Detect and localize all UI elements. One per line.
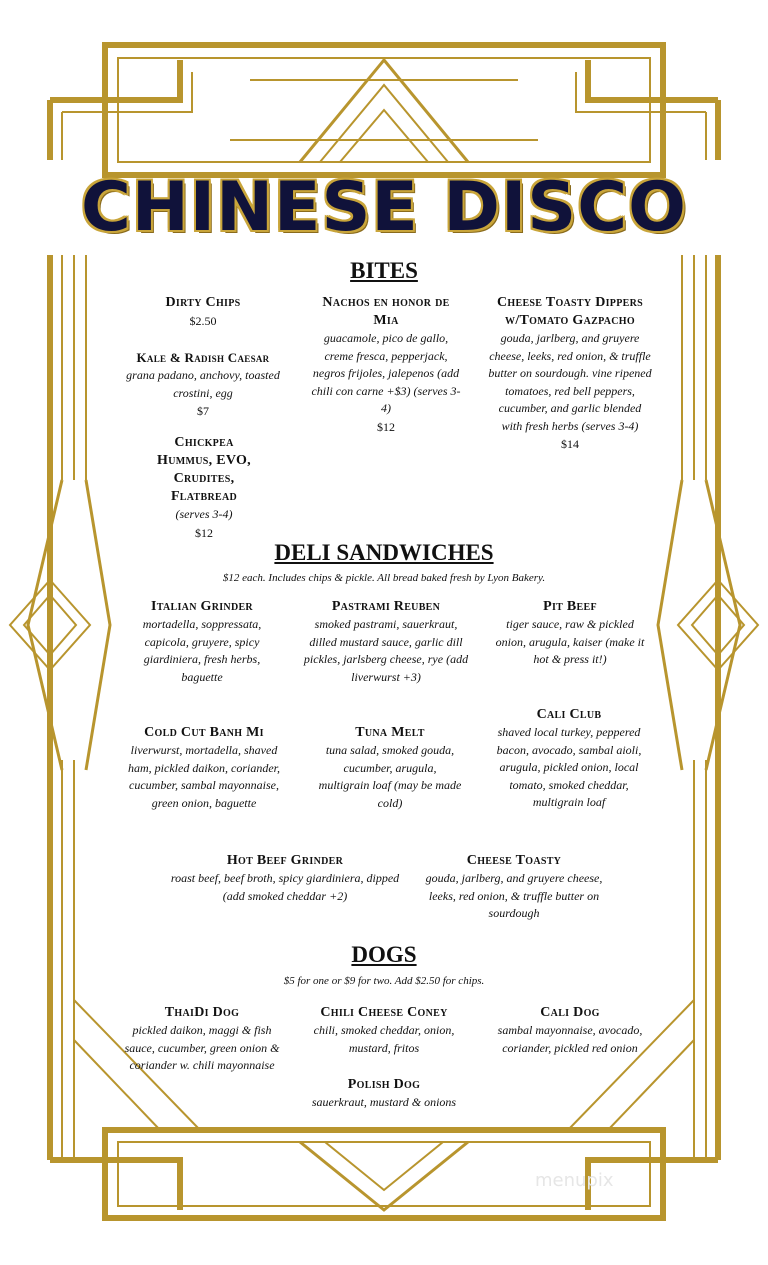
- section-note-deli: $12 each. Includes chips & pickle. All bread baked fresh by Lyon Bakery.: [222, 572, 546, 584]
- menu-item: [302, 598, 470, 686]
- menu-item: [492, 598, 648, 669]
- item-desc: gouda, jarlberg, and gruyere cheese, leeks, red onion, & truffle butter on sourdough: [425, 871, 603, 920]
- item-desc: sauerkraut, mustard & onions: [311, 1095, 457, 1109]
- menu-item: [118, 294, 288, 330]
- menu-item: [486, 706, 652, 812]
- item-price: $12: [195, 525, 213, 540]
- menu-item: [488, 1004, 652, 1057]
- item-desc: smoked pastrami, sauerkraut, dilled mustard sauce, garlic dill pickles, jarlsberg cheese, rye (add liverwurst +3): [303, 617, 469, 684]
- item-name: ThaiDi Dog: [164, 1005, 240, 1020]
- item-desc: grana padano, anchovy, toasted crostini, egg: [126, 368, 280, 400]
- item-name: Tuna Melt: [355, 725, 425, 740]
- item-name: Kale & Radish Caesar: [136, 350, 270, 365]
- item-name: Italian Grinder: [151, 599, 253, 614]
- menu-item: [304, 1004, 464, 1057]
- item-desc: shaved local turkey, peppered bacon, avocado, sambal aioli, arugula, pickled onion, local tomato, smoked cheddar, multigrain loaf: [496, 725, 642, 809]
- item-name: Cold Cut Banh Mi: [144, 725, 264, 740]
- menu-item: [170, 852, 400, 905]
- item-desc: gouda, jarlberg, and gruyere cheese, leeks, red onion, & truffle butter on sourdough. vine ripened tomatoes, red bell peppers, cucumber, and garlic blended with fresh herbs (serves 3-4): [488, 331, 652, 433]
- item-desc: tuna salad, smoked gouda, cucumber, arugula, multigrain loaf (may be made cold): [318, 743, 462, 810]
- item-desc: roast beef, beef broth, spicy giardiniera, dipped (add smoked cheddar +2): [170, 871, 400, 903]
- item-desc: pickled daikon, maggi & fish sauce, cucumber, green onion & coriander w. chili mayonnaise: [124, 1023, 280, 1072]
- item-price: $14: [561, 437, 579, 451]
- item-name: Pastrami Reuben: [331, 599, 441, 614]
- item-name: Chickpea Hummus, EVO, Crudites, Flatbread: [157, 435, 251, 504]
- menu-item: [487, 294, 653, 453]
- menu-item: [308, 294, 464, 436]
- item-name: Dirty Chips: [165, 295, 241, 310]
- item-name: Polish Dog: [347, 1077, 421, 1092]
- menu-item: [294, 1076, 474, 1112]
- item-name: Hot Beef Grinder: [226, 853, 344, 868]
- menu-item: [122, 724, 286, 812]
- item-price: $2.50: [189, 314, 217, 328]
- menu-item: [318, 724, 462, 812]
- watermark: menupix: [535, 1170, 614, 1191]
- item-name: Cali Dog: [540, 1005, 600, 1020]
- item-desc: sambal mayonnaise, avocado, coriander, pickled red onion: [497, 1023, 643, 1055]
- item-name: Pit Beef: [543, 599, 597, 614]
- item-desc: (serves 3-4): [175, 507, 233, 521]
- section-title-bites: BITES: [350, 258, 418, 283]
- restaurant-name: CHINESE DISCO: [80, 168, 687, 247]
- item-desc: tiger sauce, raw & pickled onion, arugula, kaiser (make it hot & press it!): [495, 617, 645, 666]
- menu-item: [122, 598, 282, 686]
- item-name: Cali Club: [536, 707, 602, 722]
- section-title-dogs: DOGS: [351, 942, 417, 967]
- menu-item: [148, 434, 260, 542]
- menu-item: [118, 349, 288, 420]
- item-name: Chili Cheese Coney: [320, 1005, 448, 1020]
- item-name: Nachos en honor de Mia: [322, 295, 450, 328]
- item-price: $12: [377, 419, 395, 434]
- section-title-deli: DELI SANDWICHES: [274, 540, 494, 565]
- menu-item: [124, 1004, 280, 1075]
- item-name: Cheese Toasty: [466, 853, 562, 868]
- menu-item: [414, 852, 614, 923]
- item-desc: mortadella, soppressata, capicola, gruyere, spicy giardiniera, fresh herbs, baguette: [142, 617, 262, 684]
- item-price: $7: [197, 404, 209, 418]
- item-desc: chili, smoked cheddar, onion, mustard, fritos: [313, 1023, 455, 1055]
- item-desc: liverwurst, mortadella, shaved ham, pickled daikon, coriander, cucumber, sambal mayonnaise, green onion, baguette: [128, 743, 280, 810]
- section-note-dogs: $5 for one or $9 for two. Add $2.50 for chips.: [283, 975, 485, 987]
- item-name: Cheese Toasty Dippers w/Tomato Gazpacho: [497, 295, 643, 328]
- item-desc: guacamole, pico de gallo, creme fresca, pepperjack, negros frijoles, jalepenos (add chili con carne +$3) (serves 3-4): [311, 331, 461, 415]
